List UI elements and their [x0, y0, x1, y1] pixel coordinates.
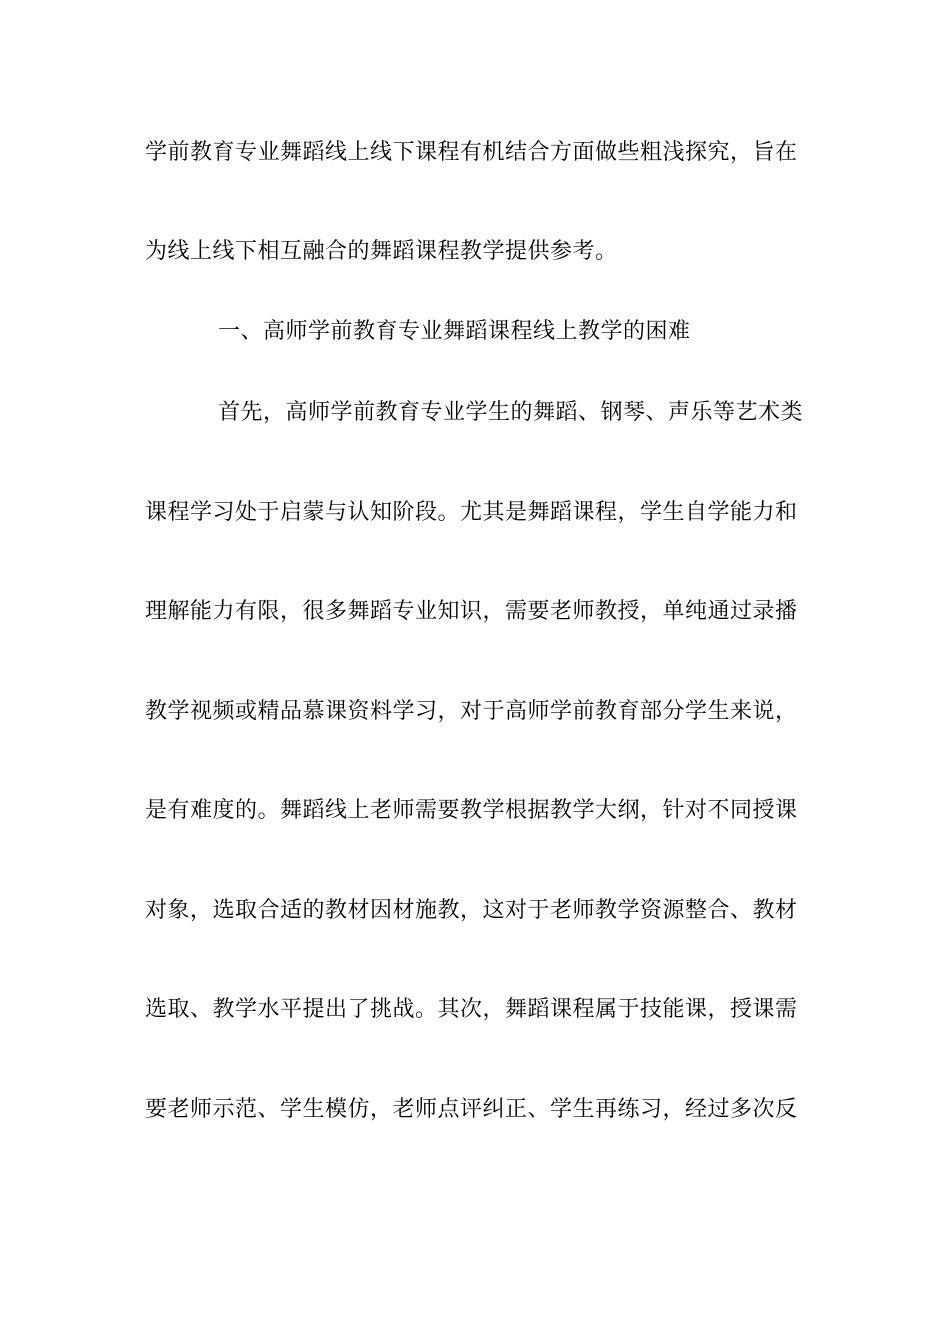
- paragraph-line: 学前教育专业舞蹈线上线下课程有机结合方面做些粗浅探究，旨在: [145, 140, 798, 165]
- paragraph-line: 要老师示范、学生模仿，老师点评纠正、学生再练习，经过多次反: [145, 1097, 798, 1122]
- paragraph-line: 教学视频或精品慕课资料学习，对于高师学前教育部分学生来说，: [145, 699, 798, 724]
- paragraph-line: 对象，选取合适的教材因材施教，这对于老师教学资源整合、教材: [145, 898, 798, 923]
- paragraph-line: 是有难度的。舞蹈线上老师需要教学根据教学大纲，针对不同授课: [145, 798, 798, 823]
- paragraph-line: 为线上线下相互融合的舞蹈课程教学提供参考。: [145, 239, 618, 264]
- paragraph-line: 理解能力有限，很多舞蹈专业知识，需要老师教授，单纯通过录播: [145, 599, 798, 624]
- paragraph-line: 课程学习处于启蒙与认知阶段。尤其是舞蹈课程，学生自学能力和: [145, 500, 798, 525]
- paragraph-first-line: 首先，高师学前教育专业学生的舞蹈、钢琴、声乐等艺术类: [218, 400, 804, 425]
- section-heading: 一、高师学前教育专业舞蹈课程线上教学的困难: [218, 319, 691, 344]
- paragraph-line: 选取、教学水平提出了挑战。其次，舞蹈课程属于技能课，授课需: [145, 997, 798, 1022]
